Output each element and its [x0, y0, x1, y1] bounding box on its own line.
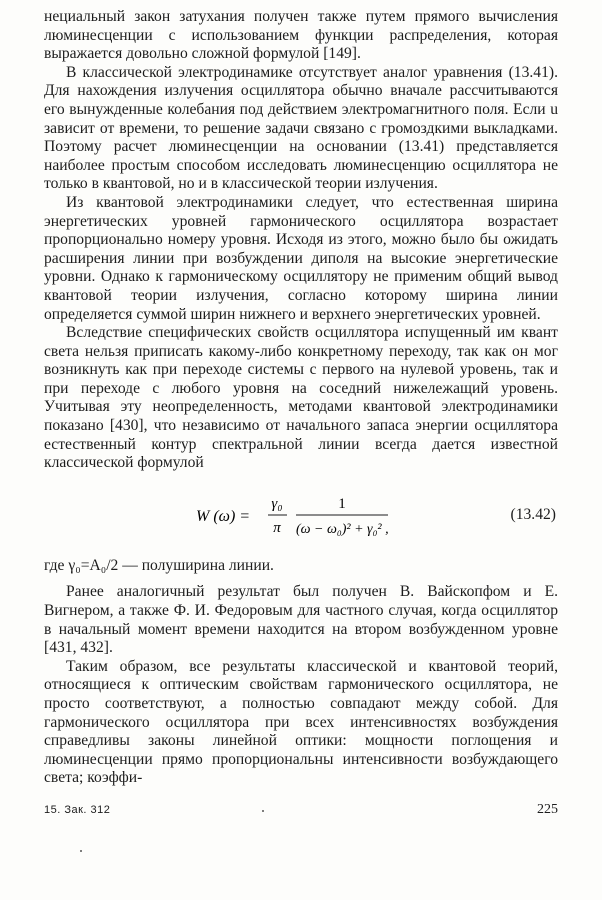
page-speck: [262, 810, 264, 812]
paragraph-6: Таким образом, все результаты классической и квантовой теорий, относящиеся к оптическим свойствам гармонического осциллятора, не просто соответствуют, а полностью совпадают между собой. Для гармонического осциллятора при всех интенсивностях возбуждения справедливы законы линейной оптики: мощности поглощения и люминесценции прямо пропорциональны интенсивности возбуждающего света; коэффи-: [44, 657, 558, 787]
formula-13-42: [44, 485, 558, 547]
formula-lhs: W (ω) =: [196, 507, 251, 525]
page-speck: [80, 850, 82, 852]
paragraph-5: Ранее аналогичный результат был получен В. Вайскопфом и Е. Вигнером, а также Ф. И. Федоровым для частного случая, когда осциллятор в начальный момент времени находится на втором возбужденном уровне [431, 432].: [44, 583, 558, 657]
formula-explanation: где γ₀=A₀/2 — полуширина линии.: [44, 556, 274, 574]
page-number: 225: [537, 802, 558, 817]
formula-coef-num: γ₀: [271, 495, 283, 512]
paragraph-3: Из квантовой электродинамики следует, что естественная ширина энергетических уровней гармонического осциллятора возрастает пропорционально номеру уровня. Исходя из этого, можно было бы ожидать расширения линии при возбуждении диполя на высокие энергетические уровни. Однако к гармоническому осциллятору не применим общий вывод квантовой теории излучения, согласно которому ширина линии определяется суммой ширин нижнего и верхнего энергетических уровней.: [44, 193, 558, 323]
formula-svg: [156, 485, 456, 547]
equation-number: (13.42): [510, 505, 556, 523]
formula-coef-den: π: [273, 519, 281, 536]
formula-frac-num: 1: [338, 495, 346, 512]
formula-frac-den: (ω − ω₀)² + γ₀² ,: [296, 521, 389, 537]
printer-signature: 15. Зак. 312: [44, 804, 111, 816]
paragraph-2: В классической электродинамике отсутствует аналог уравнения (13.41). Для нахождения излучения осциллятора обычно вначале рассчитываются его вынужденные колебания под действием электромагнитного поля. Если u зависит от времени, то решение задачи связано с громоздкими выкладками. Поэтому расчет люминесценции на основании (13.41) представляется наиболее простым способом исследовать люминесценцию осциллятора не только в квантовой, но и в классической теории излучения.: [44, 63, 558, 193]
paragraph-1: нециальный закон затухания получен также путем прямого вычисления люминесценции с использованием функции распределения, которая выражается довольно сложной формулой [149].: [44, 8, 558, 63]
page-text: [44, 8, 558, 788]
paragraph-4: Вследствие специфических свойств осциллятора испущенный им квант света нельзя приписать какому-либо конкретному переходу, так как он мог возникнуть как при переходе системы с первого на нулевой уровень, так и при переходе с любого уровня на соседний нижележащий уровень. Учитывая эту неопределенность, методами квантовой электродинамики показано [430], что независимо от начального запаса энергии осциллятора естественный контур спектральной линии всегда дается известной классической формулой: [44, 324, 558, 472]
page-footer: [44, 802, 558, 822]
